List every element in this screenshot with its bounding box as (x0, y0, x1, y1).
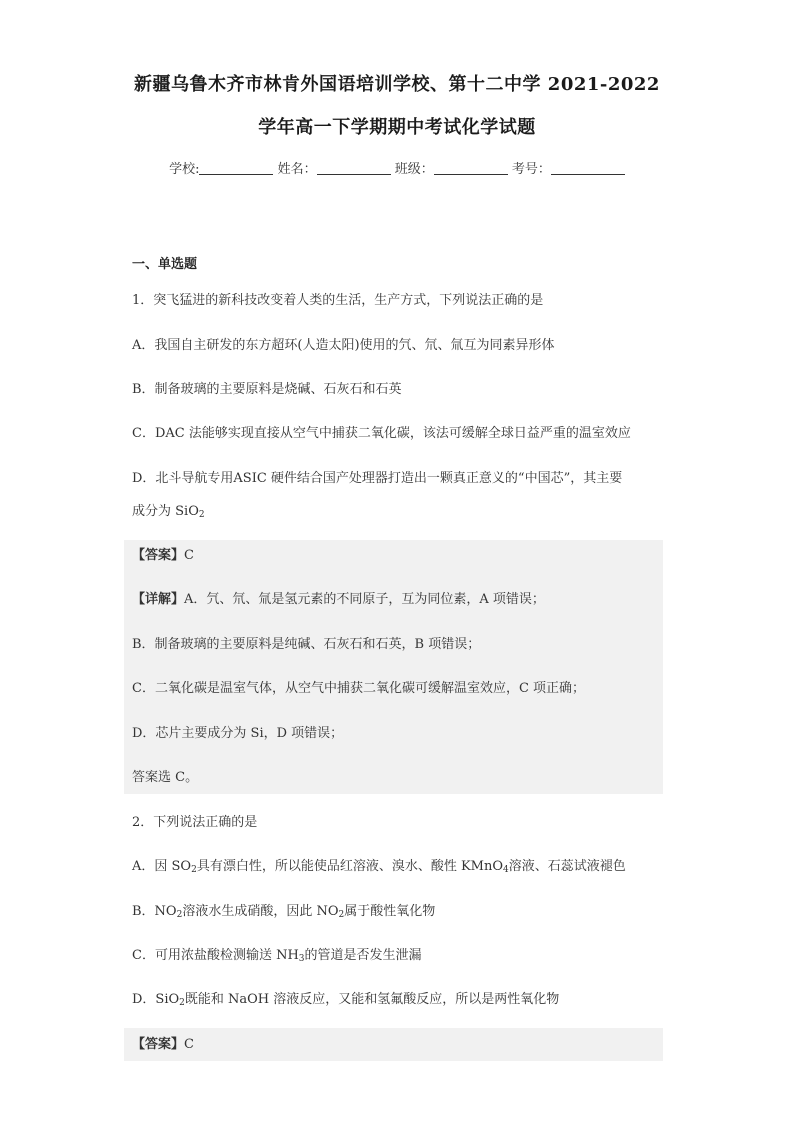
q1-option-c: C．DAC 法能够实现直接从空气中捕获二氧化碳，该法可缓解全球日益严重的温室效应 (132, 426, 631, 441)
name-label: 姓名： (277, 162, 317, 177)
q2-stem: 2．下列说法正确的是 (132, 815, 258, 830)
q1-detail-d: D．芯片主要成分为 Si，D 项错误； (132, 726, 344, 741)
q2-option-b: B．$NO_2$溶液水生成硝酸，因此 $NO_2$属于酸性氧化物 (132, 904, 436, 920)
answer-label: 【答案】 (132, 548, 185, 563)
q1-option-d-line-2: 成分为 SiO$_2$ (132, 504, 205, 520)
school-blank[interactable] (199, 162, 273, 175)
q1-detail-b: B．制备玻璃的主要原料是纯碱、石灰石和石英，B 项错误； (132, 637, 481, 652)
school-label: 学校: (169, 162, 200, 177)
exam-title-line-2: 学年高一下学期期中考试化学试题 (258, 117, 536, 138)
q2-option-a: A．因 $SO_2$具有漂白性，所以能使品红溶液、溴水、酸性 KMnO$_4$溶液、石蕊试液褪色 (132, 859, 626, 875)
exam-number-blank[interactable] (551, 162, 625, 175)
answer-value: C (184, 548, 194, 563)
class-label: 班级： (394, 162, 434, 177)
q1-answer-panel (124, 540, 663, 794)
q2-option-d: D．SiO$_2$既能和 NaOH 溶液反应，又能和氢氟酸反应，所以是两性氧化物 (132, 992, 560, 1008)
exam-number-label: 考号： (511, 162, 551, 177)
student-info-row (0, 158, 794, 177)
q1-conclusion: 答案选 C。 (132, 770, 199, 785)
class-blank[interactable] (434, 162, 508, 175)
q2-option-c: C．可用浓盐酸检测输送 $NH_3$的管道是否发生泄漏 (132, 948, 422, 964)
q1-detail-a: 【详解】A．氕、氘、氚是氢元素的不同原子，互为同位素，A 项错误； (132, 592, 545, 607)
answer-label: 【答案】 (132, 1037, 185, 1052)
detail-label: 【详解】 (132, 592, 185, 607)
exam-title-line-1: 新疆乌鲁木齐市林肯外国语培训学校、第十二中学 2021-2022 (134, 74, 660, 95)
q1-option-a: A．我国自主研发的东方超环(人造太阳)使用的氕、氘、氚互为同素异形体 (132, 338, 555, 353)
q1-detail-c: C．二氧化碳是温室气体，从空气中捕获二氧化碳可缓解温室效应，C 项正确； (132, 681, 586, 696)
q1-option-b: B．制备玻璃的主要原料是烧碱、石灰石和石英 (132, 382, 402, 397)
q1-option-d-line-1: D．北斗导航专用ASIC 硬件结合国产处理器打造出一颗真正意义的“中国芯”，其主要 (132, 471, 623, 486)
section-heading: 一、单选题 (132, 257, 198, 272)
q2-answer (132, 1036, 664, 1054)
answer-value: C (184, 1037, 194, 1052)
name-blank[interactable] (317, 162, 391, 175)
q1-stem: 1．突飞猛进的新科技改变着人类的生活，生产方式，下列说法正确的是 (132, 293, 544, 308)
q1-answer (132, 547, 664, 565)
